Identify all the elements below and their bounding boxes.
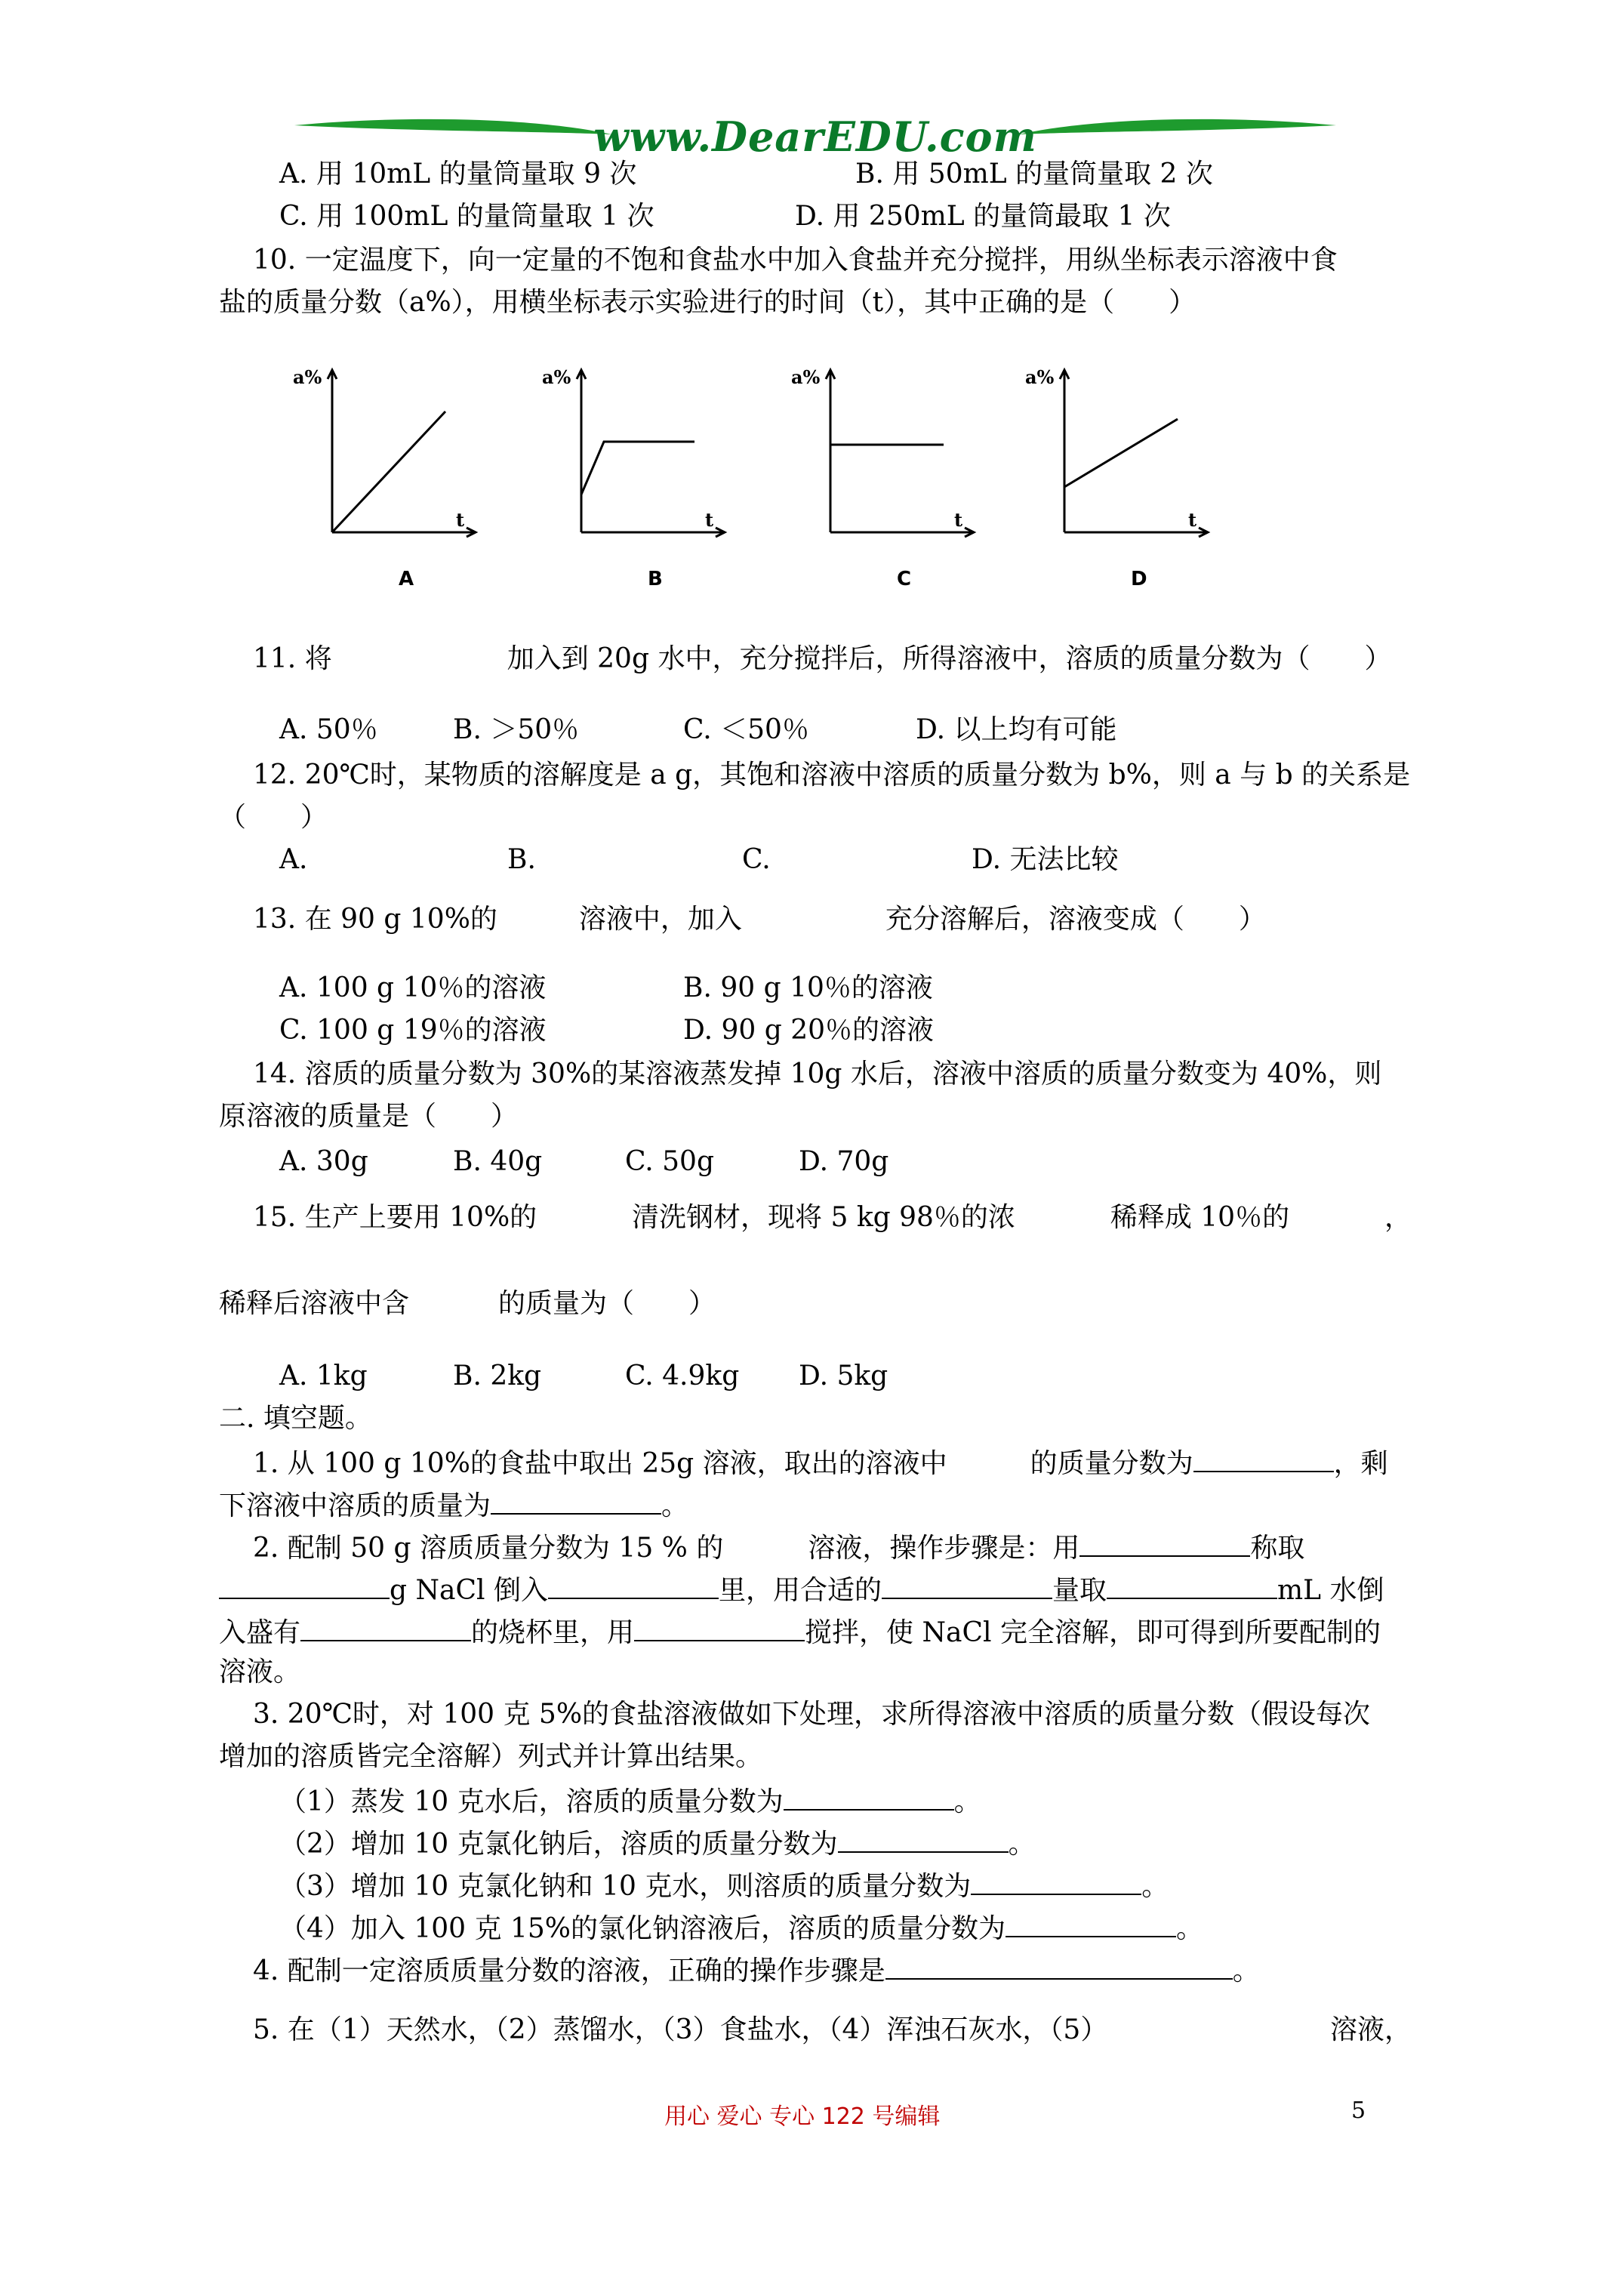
q13-part2: 溶液中，加入: [578, 904, 742, 935]
f2-l3a: 入盛有: [219, 1617, 301, 1648]
f3-sub1: [279, 1782, 981, 1820]
q14-option-a: A. 30g: [279, 1146, 368, 1177]
q15-line2-a: 稀释后溶液中含: [219, 1288, 410, 1319]
chart-B-series-line: [581, 442, 694, 495]
f1-blank-2[interactable]: [491, 1486, 661, 1515]
f2-blank-5[interactable]: [1107, 1570, 1277, 1599]
f3-sub3-text: （3）增加 10 克氯化钠和 10 克水，则溶质的质量分数为: [279, 1871, 972, 1902]
q13-part3: 充分溶解后，溶液变成（ ）: [885, 904, 1266, 935]
q10-line2: 盐的质量分数（a%），用横坐标表示实验进行的时间（t），其中正确的是（ ）: [219, 287, 1196, 318]
f2-l2b: 里，用合适的: [718, 1575, 882, 1606]
f3-sub2: [279, 1824, 1036, 1862]
f5-line: [253, 2013, 1412, 2048]
f4-text: 4. 配制一定溶质质量分数的溶液，正确的操作步骤是: [253, 1955, 885, 1986]
q12-line1: 12. 20℃时，某物质的溶解度是 a g，其饱和溶液中溶质的质量分数为 b%，则 a 与 b 的关系是: [253, 760, 1411, 791]
f2-blank-3[interactable]: [548, 1570, 719, 1599]
q14-option-c: C. 50g: [625, 1146, 715, 1177]
f4-line: [253, 1951, 1260, 1989]
site-name[interactable]: www.DearEDU.com: [593, 112, 1037, 161]
f2-l3b: 的烧杯里，用: [471, 1617, 635, 1648]
q15-part2: 清洗钢材，现将 5 kg 98％的浓: [632, 1202, 1015, 1233]
chart-A-ylabel: a%: [293, 366, 322, 388]
f4-end: 。: [1232, 1955, 1260, 1986]
q11-option-c: C. ＜50％: [683, 714, 809, 745]
q14-option-d: D. 70g: [799, 1146, 889, 1177]
q11-prefix: 11. 将: [253, 643, 332, 674]
f3-sub2-text: （2）增加 10 克氯化钠后，溶质的质量分数为: [279, 1829, 838, 1860]
chart-B-xlabel: t: [705, 509, 714, 531]
q15-option-b: B. 2kg: [453, 1361, 542, 1391]
f1-part2: 的质量分数为: [1030, 1448, 1193, 1479]
chart-D-ylabel: a%: [1025, 366, 1055, 388]
q9-option-b: B. 用 50mL 的量筒量取 2 次: [855, 159, 1213, 190]
q14-line1: 14. 溶质的质量分数为 30%的某溶液蒸发掉 10g 水后，溶液中溶质的质量分数变为 40%，则: [253, 1059, 1382, 1089]
f1-line2: [219, 1486, 688, 1524]
q13-option-b: B. 90 g 10％的溶液: [683, 972, 933, 1003]
chart-A-title: A: [399, 568, 414, 590]
q10-charts: [293, 351, 1230, 600]
f2-blank-4[interactable]: [882, 1570, 1052, 1599]
chart-C-ylabel: a%: [791, 366, 821, 388]
q15-line2-b: 的质量为（ ）: [498, 1288, 716, 1319]
f2-l2c: 量取: [1052, 1575, 1107, 1606]
chart-D-title: D: [1131, 568, 1147, 590]
f3-sub4-text: （4）加入 100 克 15%的氯化钠溶液后，溶质的质量分数为: [279, 1913, 1006, 1944]
q13-option-d: D. 90 g 20％的溶液: [683, 1015, 935, 1046]
f2-blank-2[interactable]: [219, 1570, 390, 1599]
f2-line4: 溶液。: [219, 1657, 301, 1687]
q14-line2: 原溶液的质量是（ ）: [219, 1101, 519, 1132]
f2-l2a: g NaCl 倒入: [390, 1575, 548, 1606]
f1-blank-1[interactable]: [1193, 1444, 1334, 1472]
q15-part1: 15. 生产上要用 10%的: [253, 1202, 537, 1233]
f3-sub2-end: 。: [1008, 1829, 1036, 1860]
f2-l2d: mL 水倒: [1277, 1575, 1384, 1606]
q15-option-c: C. 4.9kg: [625, 1361, 740, 1391]
f3-sub1-end: 。: [953, 1786, 981, 1817]
f3-sub3-end: 。: [1141, 1871, 1169, 1902]
f2-part2: 溶液，操作步骤是：用: [808, 1533, 1080, 1564]
q13-stem: [253, 902, 1266, 937]
section-title: 二. 填空题。: [219, 1403, 372, 1434]
f3-line2: 增加的溶质皆完全溶解）列式并计算出结果。: [219, 1741, 763, 1772]
chart-D-xlabel: t: [1188, 509, 1197, 531]
f1-line2-b: 。: [661, 1490, 689, 1521]
q11-option-a: A. 50％: [279, 714, 378, 745]
q15-line2: [219, 1287, 716, 1321]
f5-end: 溶液，: [1329, 2014, 1412, 2045]
f1-line2-a: 下溶液中溶质的质量为: [219, 1490, 491, 1521]
chart-B-title: B: [648, 568, 663, 590]
q15-part4: ，: [1384, 1202, 1412, 1233]
q12-line2: （ ）: [219, 802, 328, 833]
f5-text: 5. 在（1）天然水，（2）蒸馏水，（3）食盐水，（4）浑浊石灰水，（5）: [253, 2014, 1108, 2045]
q11-option-b: B. ＞50％: [453, 714, 580, 745]
f3-line1: 3. 20℃时，对 100 克 5%的食盐溶液做如下处理，求所得溶液中溶质的质量分数（假设每次: [253, 1699, 1371, 1730]
q9-option-c: C. 用 100mL 的量筒量取 1 次: [279, 201, 654, 232]
page-number: 5: [1351, 2097, 1366, 2124]
f2-blank-7[interactable]: [634, 1613, 805, 1641]
f2-part3: 称取: [1250, 1533, 1305, 1564]
q12-option-a: A.: [279, 844, 308, 875]
f3-blank-1[interactable]: [784, 1782, 954, 1811]
q15-option-a: A. 1kg: [279, 1361, 368, 1391]
f2-blank-1[interactable]: [1079, 1528, 1250, 1557]
chart-D-series-line: [1064, 419, 1178, 487]
chart-C-title: C: [897, 568, 912, 590]
q9-option-d: D. 用 250mL 的量筒最取 1 次: [795, 201, 1171, 232]
q9-option-a: A. 用 10mL 的量筒量取 9 次: [279, 159, 637, 190]
f1-part3: ，剩: [1333, 1448, 1388, 1479]
f1-line1: [253, 1444, 1388, 1481]
q11-suffix: 加入到 20g 水中，充分搅拌后，所得溶液中，溶质的质量分数为（ ）: [507, 643, 1392, 674]
f1-part1: 1. 从 100 g 10%的食盐中取出 25g 溶液，取出的溶液中: [253, 1448, 947, 1479]
q15-stem: [253, 1200, 1412, 1235]
q14-option-b: B. 40g: [453, 1146, 543, 1177]
f4-blank[interactable]: [885, 1951, 1233, 1980]
q13-option-a: A. 100 g 10％的溶液: [279, 972, 547, 1003]
chart-A-xlabel: t: [456, 509, 465, 531]
chart-A-series-line: [332, 411, 445, 532]
q12-option-d: D. 无法比较: [972, 844, 1119, 875]
q11-option-d: D. 以上均有可能: [916, 714, 1117, 745]
f2-blank-6[interactable]: [300, 1613, 471, 1641]
f3-sub1-text: （1）蒸发 10 克水后，溶质的质量分数为: [279, 1786, 784, 1817]
f2-l3c: 搅拌，使 NaCl 完全溶解，即可得到所要配制的: [805, 1617, 1381, 1648]
q11-stem: [253, 642, 1391, 676]
q12-option-c: C.: [742, 844, 771, 875]
f3-sub4-end: 。: [1175, 1913, 1203, 1944]
footer-text: 用心 爱心 专心 122 号编辑: [664, 2103, 941, 2130]
f3-blank-3[interactable]: [971, 1866, 1141, 1895]
q15-part3: 稀释成 10％的: [1110, 1202, 1290, 1233]
chart-B-ylabel: a%: [542, 366, 571, 388]
f2-line1: [253, 1528, 1304, 1566]
q12-option-b: B.: [507, 844, 536, 875]
f2-line2: [219, 1570, 1384, 1608]
f3-sub4: [279, 1909, 1203, 1946]
f3-blank-4[interactable]: [1006, 1909, 1176, 1937]
q13-option-c: C. 100 g 19％的溶液: [279, 1015, 547, 1046]
q15-option-d: D. 5kg: [799, 1361, 888, 1391]
f3-sub3: [279, 1866, 1169, 1904]
f2-part1: 2. 配制 50 g 溶质质量分数为 15 % 的: [253, 1533, 724, 1564]
q13-part1: 13. 在 90 g 10%的: [253, 904, 497, 935]
chart-C-xlabel: t: [954, 509, 963, 531]
q10-line1: 10. 一定温度下，向一定量的不饱和食盐水中加入食盐并充分搅拌，用纵坐标表示溶液中食: [253, 245, 1338, 276]
f3-blank-2[interactable]: [838, 1824, 1009, 1853]
f2-line3: [219, 1613, 1381, 1650]
